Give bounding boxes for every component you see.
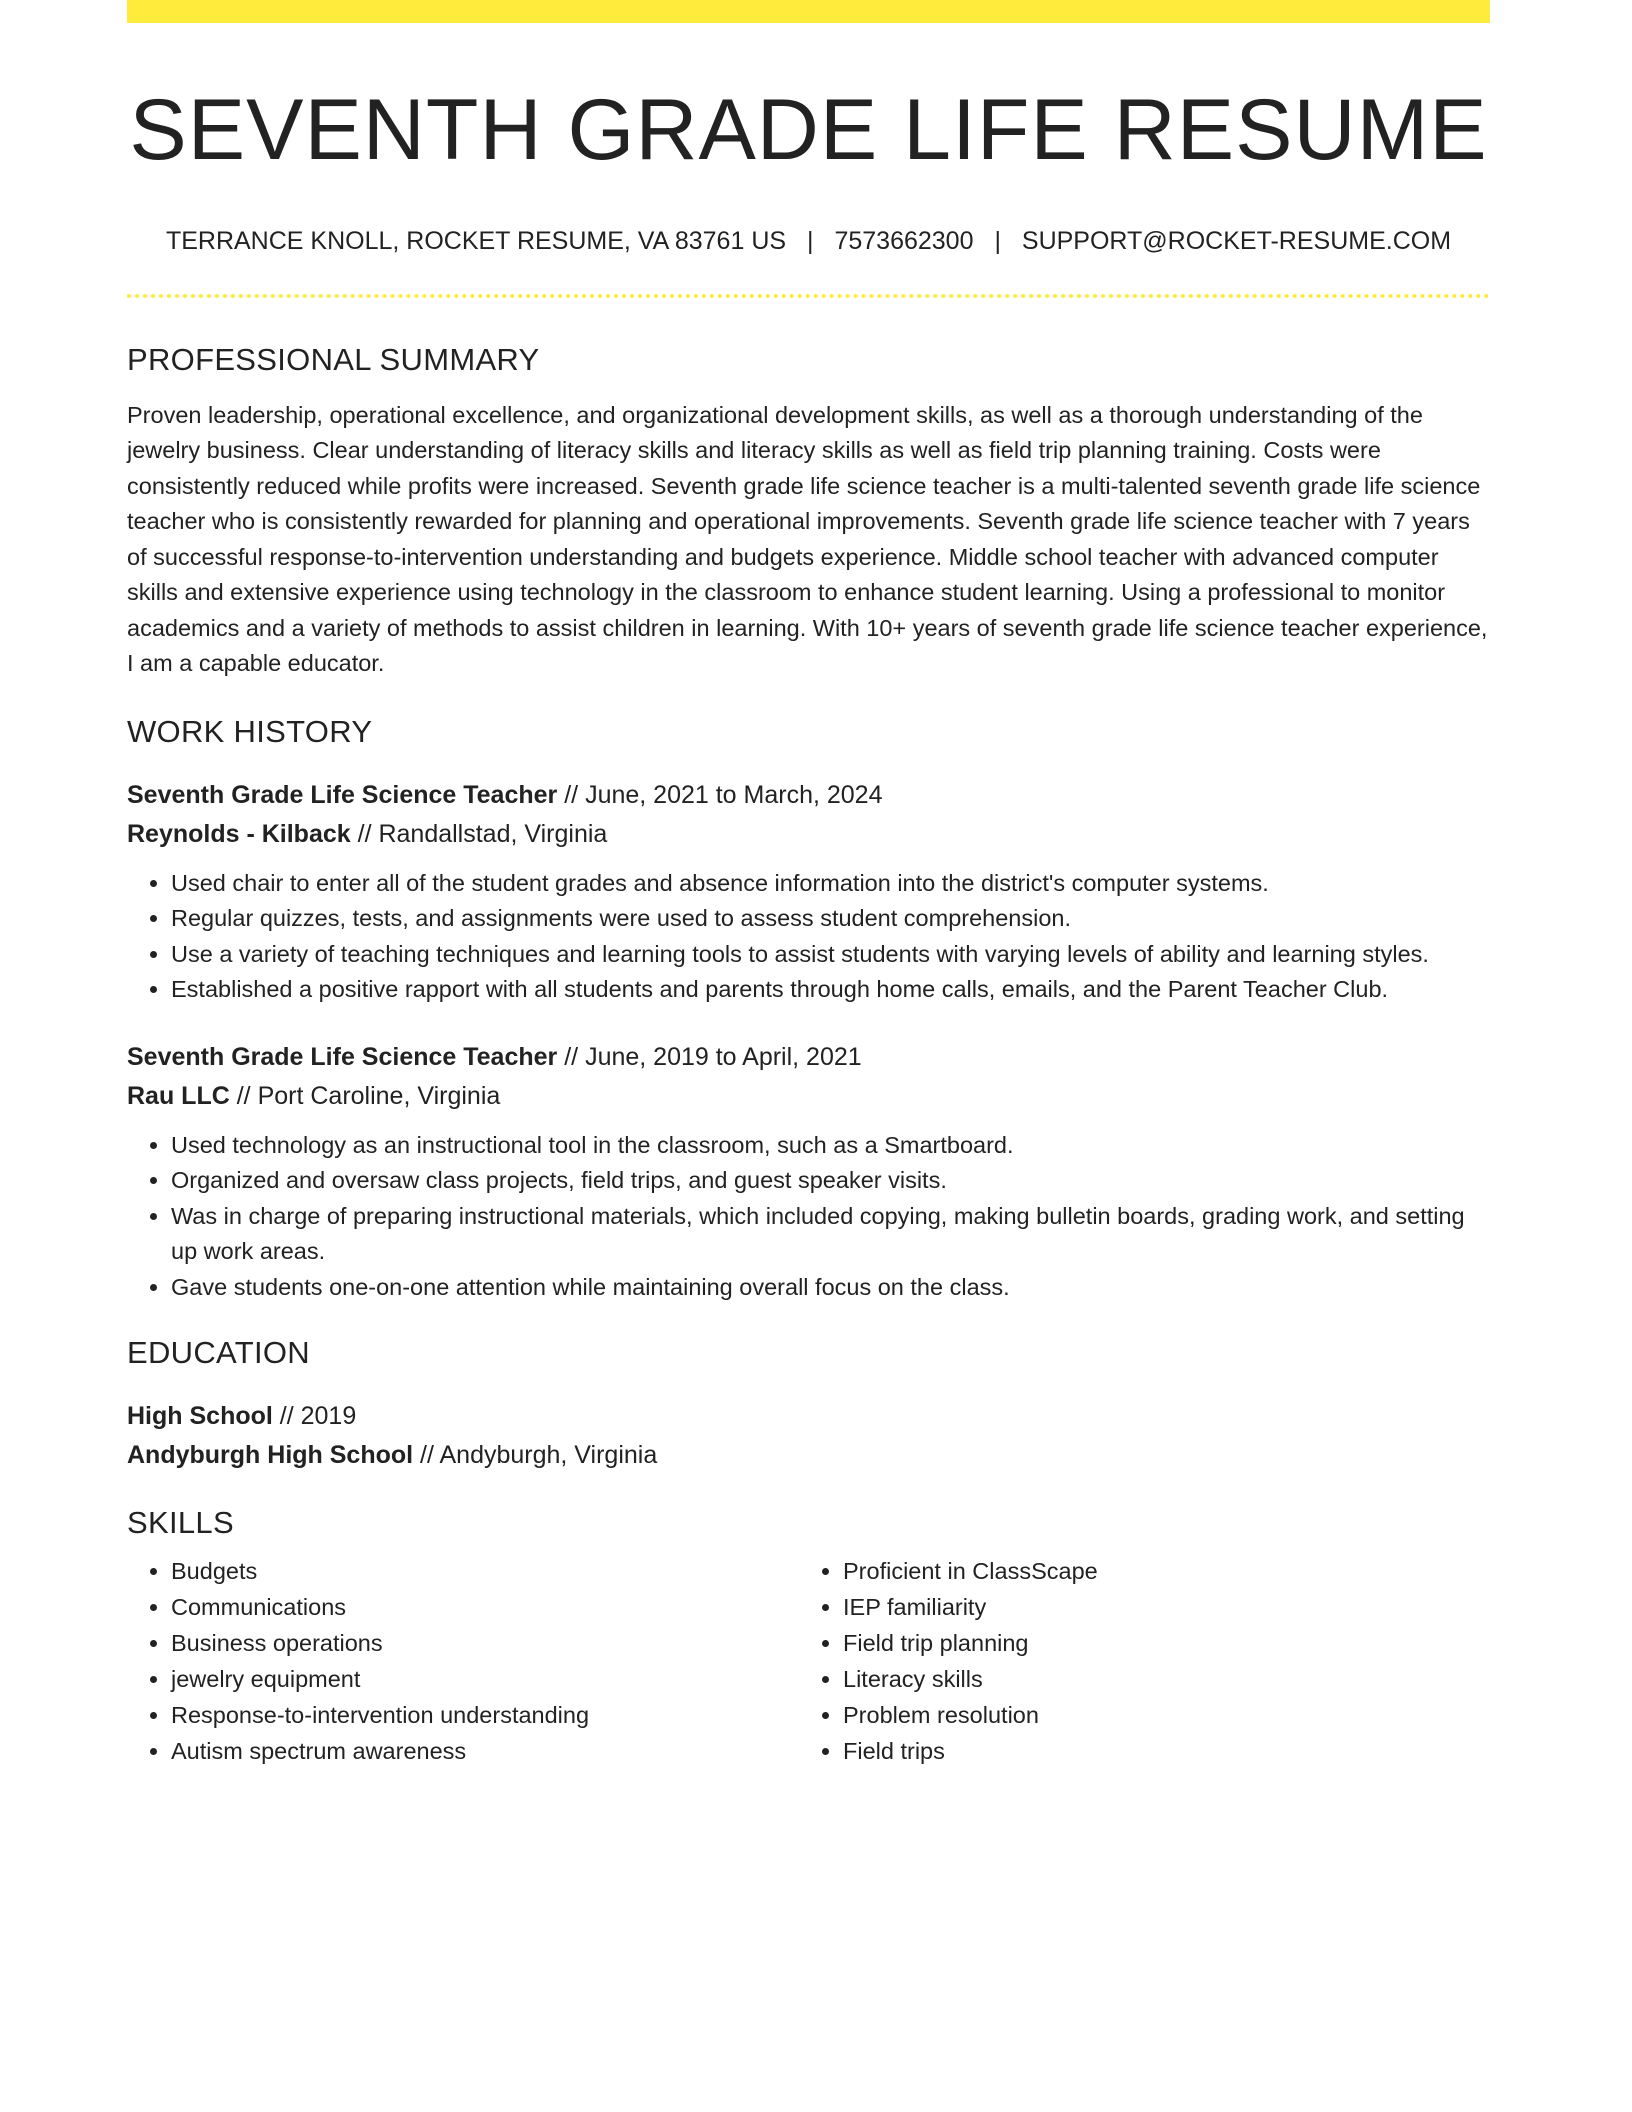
- job-bullet: • Used chair to enter all of the student grades and absence information into the district's computer systems.: [171, 866, 1490, 902]
- skills-columns: [127, 1553, 1490, 1769]
- job-bullet: • Used technology as an instructional tool in the classroom, such as a Smartboard.: [171, 1128, 1490, 1164]
- job-bullet: • Use a variety of teaching techniques and learning tools to assist students with varying levels of ability and learning styles.: [171, 937, 1490, 973]
- job-company-line: [127, 1077, 1490, 1116]
- skill-item: • Autism spectrum awareness: [171, 1733, 799, 1769]
- job-bullet-list: [127, 1128, 1490, 1306]
- job-entry: [127, 776, 1490, 1008]
- job-company: Rau LLC: [127, 1081, 230, 1110]
- education-degree-line: [127, 1397, 1490, 1436]
- dotted-divider: [127, 294, 1490, 298]
- job-title: Seventh Grade Life Science Teacher: [127, 780, 558, 809]
- skill-item: • Business operations: [171, 1625, 799, 1661]
- job-bullet: • Gave students one-on-one attention while maintaining overall focus on the class.: [171, 1270, 1490, 1306]
- job-dates: // June, 2021 to March, 2024: [557, 780, 883, 809]
- job-title-line: [127, 776, 1490, 815]
- skill-item: • Proficient in ClassScape: [843, 1553, 1471, 1589]
- education-year: // 2019: [272, 1402, 357, 1431]
- job-bullet: • Organized and oversaw class projects, field trips, and guest speaker visits.: [171, 1163, 1490, 1199]
- accent-top-bar: [127, 0, 1490, 23]
- resume-title: SEVENTH GRADE LIFE RESUME: [129, 82, 1488, 178]
- skill-item: • Problem resolution: [843, 1697, 1471, 1733]
- contact-line: [127, 226, 1490, 256]
- education-degree: High School: [127, 1402, 273, 1431]
- education-location: // Andyburgh, Virginia: [413, 1441, 658, 1470]
- section-heading-summary: PROFESSIONAL SUMMARY: [127, 341, 540, 377]
- job-location: // Port Caroline, Virginia: [229, 1081, 501, 1110]
- skill-item: • jewelry equipment: [171, 1661, 799, 1697]
- job-bullet: • Regular quizzes, tests, and assignments were used to assess student comprehension.: [171, 901, 1490, 937]
- job-company: Reynolds - Kilback: [127, 819, 351, 848]
- job-entry: [127, 1038, 1490, 1306]
- contact-address: TERRANCE KNOLL, ROCKET RESUME, VA 83761 US: [165, 226, 787, 255]
- section-heading-education: EDUCATION: [127, 1335, 310, 1371]
- skill-item: • Budgets: [171, 1553, 799, 1589]
- contact-email: SUPPORT@ROCKET-RESUME.COM: [1021, 226, 1452, 255]
- skill-item: • Field trip planning: [843, 1625, 1471, 1661]
- skills-list-right: [799, 1553, 1471, 1769]
- section-heading-skills: SKILLS: [127, 1505, 234, 1541]
- job-title-line: [127, 1038, 1490, 1077]
- skill-item: • Field trips: [843, 1733, 1471, 1769]
- skill-item: • Literacy skills: [843, 1661, 1471, 1697]
- skills-list-left: [127, 1553, 799, 1769]
- job-title: Seventh Grade Life Science Teacher: [127, 1042, 558, 1071]
- skill-item: • Response-to-intervention understanding: [171, 1697, 799, 1733]
- job-dates: // June, 2019 to April, 2021: [557, 1042, 862, 1071]
- job-location: // Randallstad, Virginia: [350, 819, 608, 848]
- job-company-line: [127, 815, 1490, 854]
- resume-page: [127, 0, 1490, 1769]
- contact-phone: 7573662300: [834, 226, 974, 255]
- job-bullet: • Was in charge of preparing instructional materials, which included copying, making bulletin boards, grading work, and setting up work areas.: [171, 1199, 1490, 1270]
- job-bullet-list: [127, 866, 1490, 1008]
- skill-item: • IEP familiarity: [843, 1589, 1471, 1625]
- contact-separator: |: [994, 226, 1001, 255]
- education-entry: [127, 1397, 1490, 1475]
- section-heading-work-history: WORK HISTORY: [127, 713, 373, 749]
- summary-paragraph: Proven leadership, operational excellence, and organizational development skills, as well as a thorough understanding of the jewelry business. Clear understanding of literacy skills and literacy skills as well as field trip planning training. Costs were consistently reduced while profits were increased. Seventh grade life science teacher is a multi-talented seventh grade life science teacher who is consistently rewarded for planning and operational improvements. Seventh grade life science teacher with 7 years of successful response-to-intervention understanding and budgets experience. Middle school teacher with advanced computer skills and extensive experience using technology in the classroom to enhance student learning. Using a professional to monitor academics and a variety of methods to assist children in learning. With 10+ years of seventh grade life science teacher experience, I am a capable educator.: [127, 401, 1488, 677]
- skill-item: • Communications: [171, 1589, 799, 1625]
- education-school-line: [127, 1436, 1490, 1475]
- contact-separator: |: [807, 226, 814, 255]
- education-school: Andyburgh High School: [127, 1441, 414, 1470]
- job-bullet: • Established a positive rapport with all students and parents through home calls, emails, and the Parent Teacher Club.: [171, 972, 1490, 1008]
